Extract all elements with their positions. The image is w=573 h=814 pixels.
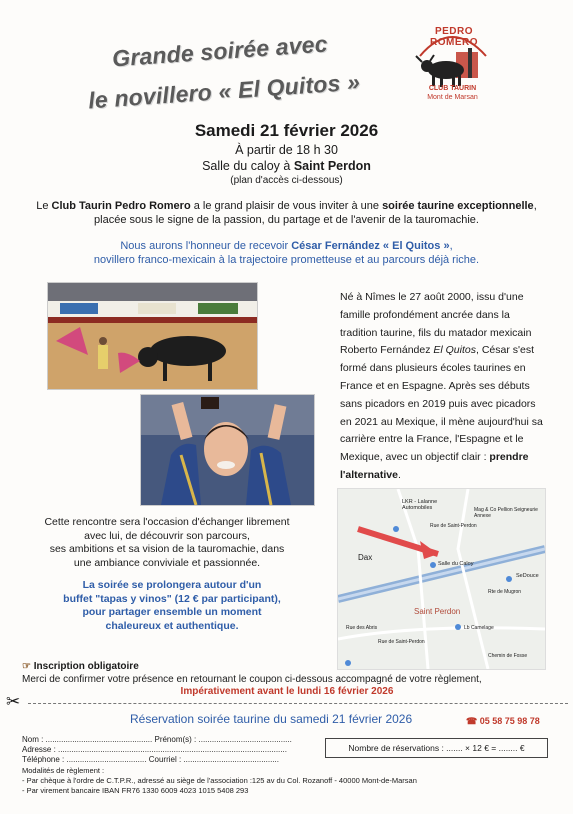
courriel-field[interactable]: Courriel : ........................................... bbox=[148, 755, 279, 764]
event-venue bbox=[0, 159, 573, 173]
bio-line: formé dans plusieurs écoles taurines en bbox=[340, 362, 526, 375]
buffet-paragraph bbox=[42, 579, 302, 633]
torero-portrait-photo bbox=[140, 394, 315, 506]
bio-line bbox=[340, 342, 560, 360]
title-line-2: le novillero « El Quitos » bbox=[87, 68, 361, 114]
registration-deadline: Impérativement avant le lundi 16 février 2026 bbox=[180, 686, 394, 697]
exchange-line: ses ambitions et sa vision de la tauromachie, dans bbox=[49, 543, 285, 555]
hand-pointer-icon: ☞ bbox=[22, 661, 31, 672]
bio-goal-end: l'alternative bbox=[340, 468, 398, 481]
guest-line-2: novillero franco-mexicain à la trajectoire prometteuse et au parcours déjà riche. bbox=[93, 254, 480, 266]
map-label: Rue des Abris bbox=[346, 625, 378, 631]
coupon-phone bbox=[466, 716, 540, 727]
bio-text: . bbox=[397, 468, 401, 481]
scissors-icon: ✂ bbox=[6, 692, 21, 711]
bio-line: Né à Nîmes le 27 août 2000, issu d'une bbox=[340, 291, 524, 303]
bio-nickname: El Quitos bbox=[433, 344, 476, 357]
map-label: Chemin de Fosse bbox=[488, 653, 528, 659]
telephone-field[interactable]: Téléphone : .................................... bbox=[22, 755, 147, 764]
title-line-1: Grande soirée avec bbox=[111, 30, 329, 72]
bio-line: carrière entre la France, l'Espagne et le bbox=[340, 433, 524, 446]
bio-goal: prendre bbox=[489, 451, 529, 464]
intro-text-a: Le bbox=[36, 200, 52, 212]
exchange-line: avec lui, de découvrir son parcours, bbox=[84, 529, 250, 542]
event-date: Samedi 21 février 2026 bbox=[194, 121, 379, 140]
map-label: LKR - Lalanne Automobiles bbox=[402, 499, 438, 511]
bullfight-photo bbox=[47, 282, 258, 390]
payment-heading: Modalités de règlement : bbox=[22, 766, 105, 775]
intro-highlight: soirée taurine exceptionnelle bbox=[382, 200, 534, 212]
logo-club-text: CLUB TAURIN bbox=[428, 85, 477, 92]
prenom-field[interactable]: Prénom(s) : .......................................... bbox=[154, 735, 292, 744]
intro-line-2: placée sous le signe de la passion, du partage et de l'avenir de la tauromachie. bbox=[94, 214, 479, 226]
payment-transfer: - Par virement bancaire IBAN FR76 1330 6009 4023 1015 5408 293 bbox=[22, 786, 249, 795]
coupon-title: Réservation soirée taurine du samedi 21 février 2026 bbox=[130, 712, 413, 726]
coupon-phone-number: 05 58 75 98 78 bbox=[479, 716, 540, 726]
cut-line bbox=[28, 703, 568, 704]
logo-city-text: Mont de Marsan bbox=[427, 94, 478, 101]
intro-club-name: Club Taurin Pedro Romero bbox=[51, 200, 191, 212]
bio-line: en 2021 au Mexique, il mène aujourd'hui sa bbox=[340, 415, 543, 428]
registration-block bbox=[22, 661, 552, 699]
registration-heading-text: Inscription obligatoire bbox=[33, 661, 139, 672]
map-label: Rue de Saint-Perdon bbox=[378, 639, 425, 645]
guest-paragraph bbox=[10, 239, 563, 267]
map-label: Dax bbox=[358, 553, 373, 562]
intro-paragraph bbox=[10, 199, 563, 227]
bio-line: sans picadors en 2019 puis avec picadors bbox=[340, 397, 536, 410]
registration-instructions: Merci de confirmer votre présence en retournant le coupon ci-dessous accompagné de votre règlement, bbox=[22, 673, 482, 685]
bio-text: Mexique, avec un objectif clair : bbox=[340, 451, 490, 464]
payment-terms bbox=[22, 766, 562, 796]
map-label: Lb Camelage bbox=[464, 625, 494, 631]
buffet-line: chaleureux et authentique. bbox=[105, 619, 239, 632]
map-label: Rte de Mugron bbox=[488, 589, 522, 595]
buffet-line: La soirée se prolongera autour d'un bbox=[82, 579, 262, 591]
map-note: (plan d'accès ci-dessous) bbox=[230, 175, 343, 186]
guest-text-a: Nous aurons l'honneur de recevoir bbox=[120, 240, 292, 252]
map-label: Rue de Saint-Perdon bbox=[430, 523, 477, 529]
intro-text-c: , bbox=[533, 200, 537, 212]
guest-text-b: , bbox=[449, 240, 453, 252]
reservations-box[interactable]: Nombre de réservations : ....... × 12 € = ........ € bbox=[325, 738, 548, 758]
form-row-names bbox=[22, 735, 322, 745]
nom-field[interactable]: Nom : ................................................ bbox=[22, 735, 153, 744]
event-time: À partir de 18 h 30 bbox=[235, 143, 338, 157]
coupon-form bbox=[22, 735, 322, 765]
club-logo bbox=[410, 22, 495, 107]
buffet-line: buffet "tapas y vinos" (12 € par participant), bbox=[63, 592, 281, 605]
access-map bbox=[337, 488, 546, 670]
venue-prefix: Salle du caloy à bbox=[202, 159, 294, 173]
bio-line: famille profondément ancrée dans la bbox=[340, 308, 510, 321]
exchange-paragraph bbox=[22, 516, 312, 570]
bio-line: tradition taurine, fils du matador mexicain bbox=[340, 326, 532, 339]
map-label: SeDouce bbox=[516, 573, 539, 579]
map-label: Mag & Co Pellion Seigneurie Annexe bbox=[474, 507, 538, 519]
exchange-line: Cette rencontre sera l'occasion d'échanger librement bbox=[44, 516, 290, 528]
bio-line bbox=[340, 449, 560, 467]
form-row-contact bbox=[22, 755, 322, 765]
venue-town: Saint Perdon bbox=[293, 159, 371, 173]
exchange-line: une ambiance conviviale et passionnée. bbox=[73, 556, 261, 569]
phone-icon: ☎ bbox=[466, 716, 478, 726]
bio-text: , César s'est bbox=[476, 344, 535, 357]
bio-line bbox=[340, 467, 560, 485]
bio-line: France et en Espagne. Après ses débuts bbox=[340, 379, 530, 392]
bio-text: Roberto Fernández bbox=[340, 344, 434, 357]
registration-heading bbox=[22, 661, 552, 674]
adresse-field[interactable]: Adresse : ....................................................................................................... bbox=[22, 745, 287, 754]
intro-text-b: a le grand plaisir de vous inviter à une bbox=[190, 200, 383, 212]
buffet-line: pour partager ensemble un moment bbox=[82, 606, 262, 618]
map-label: Saint Perdon bbox=[414, 607, 461, 616]
biography-text bbox=[340, 289, 560, 485]
payment-cheque: - Par chèque à l'ordre de C.T.P.R., adressé au siège de l'association :125 av du Col. Rozanoff - 40000 Mont-de-Marsan bbox=[22, 776, 417, 785]
guest-name: César Fernández « El Quitos » bbox=[291, 240, 450, 252]
logo-title: PEDRO ROMERO bbox=[430, 26, 478, 48]
map-label: Salle du Caloy bbox=[438, 561, 474, 567]
